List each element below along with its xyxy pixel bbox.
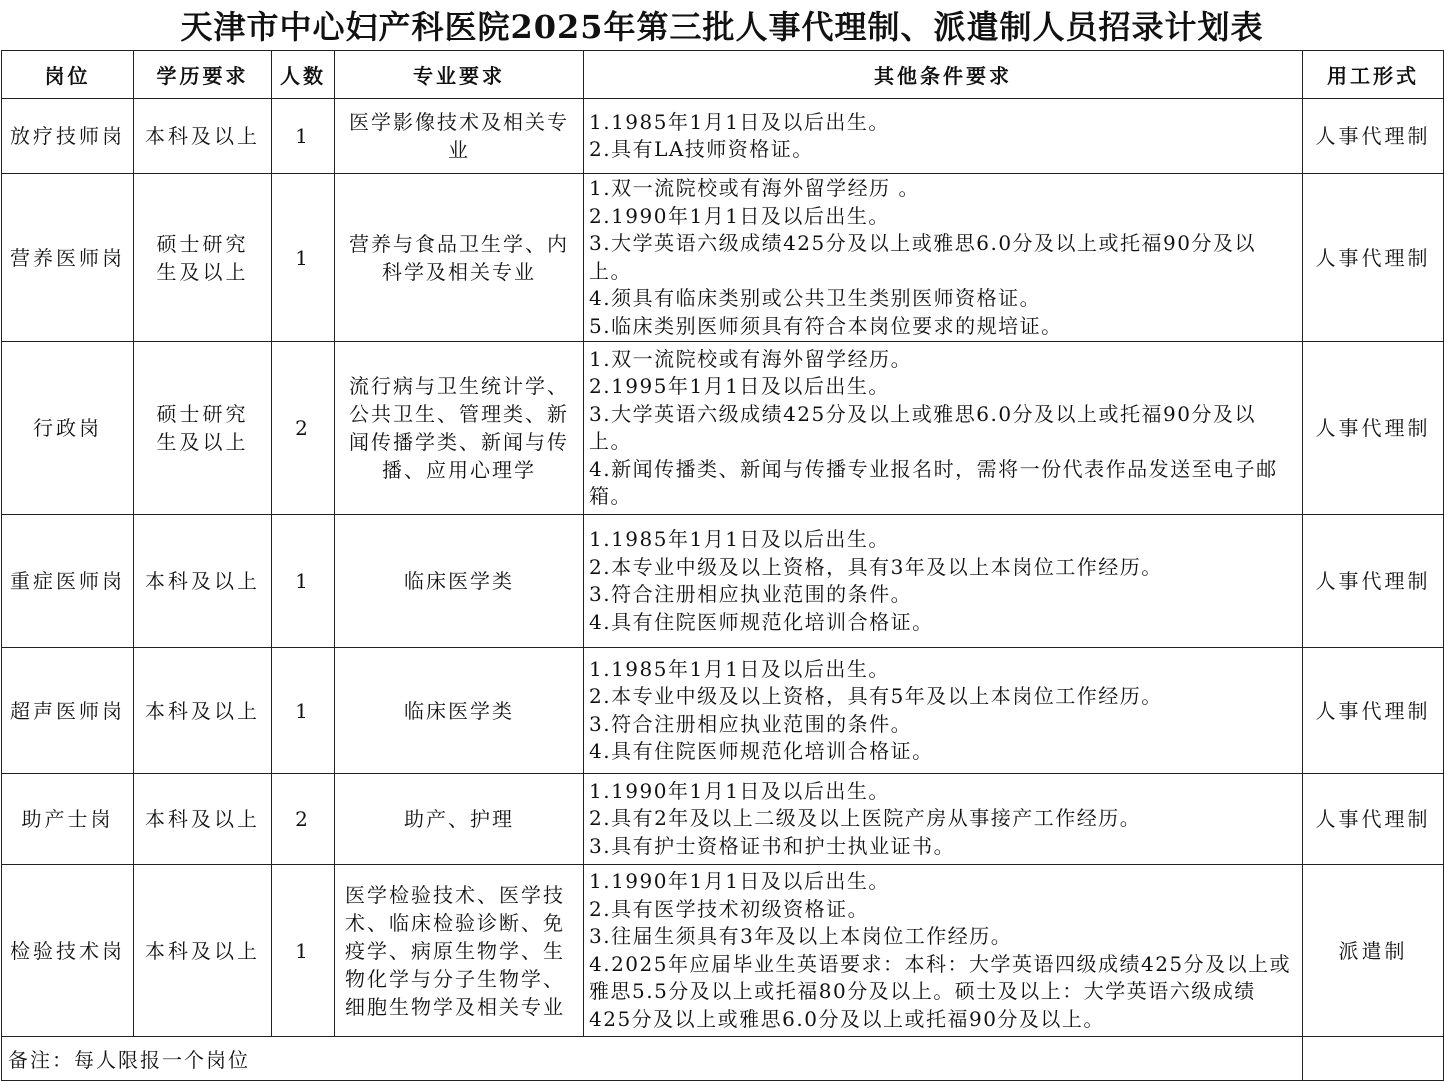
requirement-line: 2.具有2年及以上二级及以上医院产房从事接产工作经历。 xyxy=(589,806,1142,831)
cell-other xyxy=(584,174,1303,342)
requirement-line: 2.1995年1月1日及以后出生。 xyxy=(589,374,890,398)
note-text: 备注：每人限报一个岗位 xyxy=(2,1037,1303,1081)
cell-position: 检验技术岗 xyxy=(2,865,134,1037)
cell-employment: 人事代理制 xyxy=(1303,515,1444,648)
table-row xyxy=(2,515,1444,648)
requirement-line: 1.双一流院校或有海外留学经历。 xyxy=(589,346,913,371)
requirement-line: 2.具有医学技术初级资格证。 xyxy=(589,896,870,921)
requirement-line: 1.1985年1月1日及以后出生。 xyxy=(589,527,890,551)
cell-education: 硕士研究生及以上 xyxy=(134,174,272,342)
table-row xyxy=(2,865,1444,1037)
cell-position: 助产士岗 xyxy=(2,774,134,865)
cell-education: 本科及以上 xyxy=(134,774,272,865)
header-education: 学历要求 xyxy=(134,51,272,99)
cell-employment: 人事代理制 xyxy=(1303,774,1444,865)
table-row xyxy=(2,342,1444,515)
requirement-line: 4.具有住院医师规范化培训合格证。 xyxy=(589,739,934,763)
cell-employment: 派遣制 xyxy=(1303,865,1444,1037)
requirement-line: 1.双一流院校或有海外留学经历 。 xyxy=(589,176,920,200)
cell-employment: 人事代理制 xyxy=(1303,342,1444,515)
requirement-line: 4.2025年应届毕业生英语要求：本科：大学英语四级成绩425分及以上或雅思5.5分及以上或托福80分及以上。硕士及以上：大学英语六级成绩425分及以上或雅思6.0分及以上或托福90分及以上。 xyxy=(589,951,1292,1031)
cell-other xyxy=(584,515,1303,648)
note-row xyxy=(2,1037,1444,1081)
cell-other xyxy=(584,774,1303,865)
requirement-line: 3.往届生须具有3年及以上本岗位工作经历。 xyxy=(589,924,1013,948)
header-count: 人数 xyxy=(272,51,335,99)
cell-major: 临床医学类 xyxy=(335,648,584,774)
cell-major: 临床医学类 xyxy=(335,515,584,648)
cell-position: 行政岗 xyxy=(2,342,134,515)
requirement-line: 2.本专业中级及以上资格，具有5年及以上本岗位工作经历。 xyxy=(589,684,1163,708)
requirement-line: 5.临床类别医师须具有符合本岗位要求的规培证。 xyxy=(589,313,1063,338)
requirement-line: 4.须具有临床类别或公共卫生类别医师资格证。 xyxy=(589,286,1042,310)
cell-major: 助产、护理 xyxy=(335,774,584,865)
requirement-line: 4.新闻传播类、新闻与传播专业报名时，需将一份代表作品发送至电子邮箱。 xyxy=(589,456,1278,508)
requirement-line: 3.大学英语六级成绩425分及以上或雅思6.0分及以上或托福90分及以上。 xyxy=(589,401,1257,453)
header-position: 岗位 xyxy=(2,51,134,99)
page-title: 天津市中心妇产科医院2025年第三批人事代理制、派遣制人员招录计划表 xyxy=(180,8,1264,46)
cell-count: 1 xyxy=(272,515,335,648)
cell-other xyxy=(584,865,1303,1037)
cell-employment: 人事代理制 xyxy=(1303,648,1444,774)
cell-position: 重症医师岗 xyxy=(2,515,134,648)
cell-other xyxy=(584,648,1303,774)
cell-education: 本科及以上 xyxy=(134,648,272,774)
cell-major: 流行病与卫生统计学、公共卫生、管理类、新闻传播学类、新闻与传播、应用心理学 xyxy=(335,342,584,515)
cell-education: 本科及以上 xyxy=(134,99,272,174)
requirement-line: 1.1985年1月1日及以后出生。 xyxy=(589,656,890,681)
cell-major: 医学检验技术、医学技术、临床检验诊断、免疫学、病原生物学、生物化学与分子生物学、细胞生物学及相关专业 xyxy=(335,865,584,1037)
recruitment-table xyxy=(1,50,1444,1081)
header-other: 其他条件要求 xyxy=(584,51,1303,99)
table-row xyxy=(2,99,1444,174)
requirement-line: 3.符合注册相应执业范围的条件。 xyxy=(589,711,913,736)
cell-education: 硕士研究生及以上 xyxy=(134,342,272,515)
header-employment: 用工形式 xyxy=(1303,51,1444,99)
requirement-line: 1.1990年1月1日及以后出生。 xyxy=(589,778,890,803)
requirement-line: 3.具有护士资格证书和护士执业证书。 xyxy=(589,833,956,858)
requirement-line: 1.1990年1月1日及以后出生。 xyxy=(589,869,890,893)
requirement-line: 1.1985年1月1日及以后出生。 xyxy=(589,109,890,134)
cell-count: 2 xyxy=(272,774,335,865)
cell-employment: 人事代理制 xyxy=(1303,99,1444,174)
requirement-line: 2.本专业中级及以上资格，具有3年及以上本岗位工作经历。 xyxy=(589,554,1163,579)
requirement-line: 2.1990年1月1日及以后出生。 xyxy=(589,203,890,228)
requirement-line: 2.具有LA技师资格证。 xyxy=(589,137,814,161)
cell-other xyxy=(584,342,1303,515)
cell-count: 2 xyxy=(272,342,335,515)
note-empty-cell xyxy=(1303,1037,1444,1081)
table-header-row xyxy=(2,51,1444,99)
requirement-line: 3.符合注册相应执业范围的条件。 xyxy=(589,582,913,606)
requirement-line: 3.大学英语六级成绩425分及以上或雅思6.0分及以上或托福90分及以上。 xyxy=(589,231,1257,283)
cell-position: 超声医师岗 xyxy=(2,648,134,774)
cell-count: 1 xyxy=(272,865,335,1037)
table-row xyxy=(2,174,1444,342)
table-row xyxy=(2,774,1444,865)
cell-other xyxy=(584,99,1303,174)
table-row xyxy=(2,648,1444,774)
cell-position: 放疗技师岗 xyxy=(2,99,134,174)
cell-position: 营养医师岗 xyxy=(2,174,134,342)
cell-education: 本科及以上 xyxy=(134,515,272,648)
cell-count: 1 xyxy=(272,99,335,174)
cell-education: 本科及以上 xyxy=(134,865,272,1037)
cell-major: 营养与食品卫生学、内科学及相关专业 xyxy=(335,174,584,342)
header-major: 专业要求 xyxy=(335,51,584,99)
cell-major: 医学影像技术及相关专业 xyxy=(335,99,584,174)
cell-count: 1 xyxy=(272,648,335,774)
cell-count: 1 xyxy=(272,174,335,342)
requirement-line: 4.具有住院医师规范化培训合格证。 xyxy=(589,609,934,634)
cell-employment: 人事代理制 xyxy=(1303,174,1444,342)
